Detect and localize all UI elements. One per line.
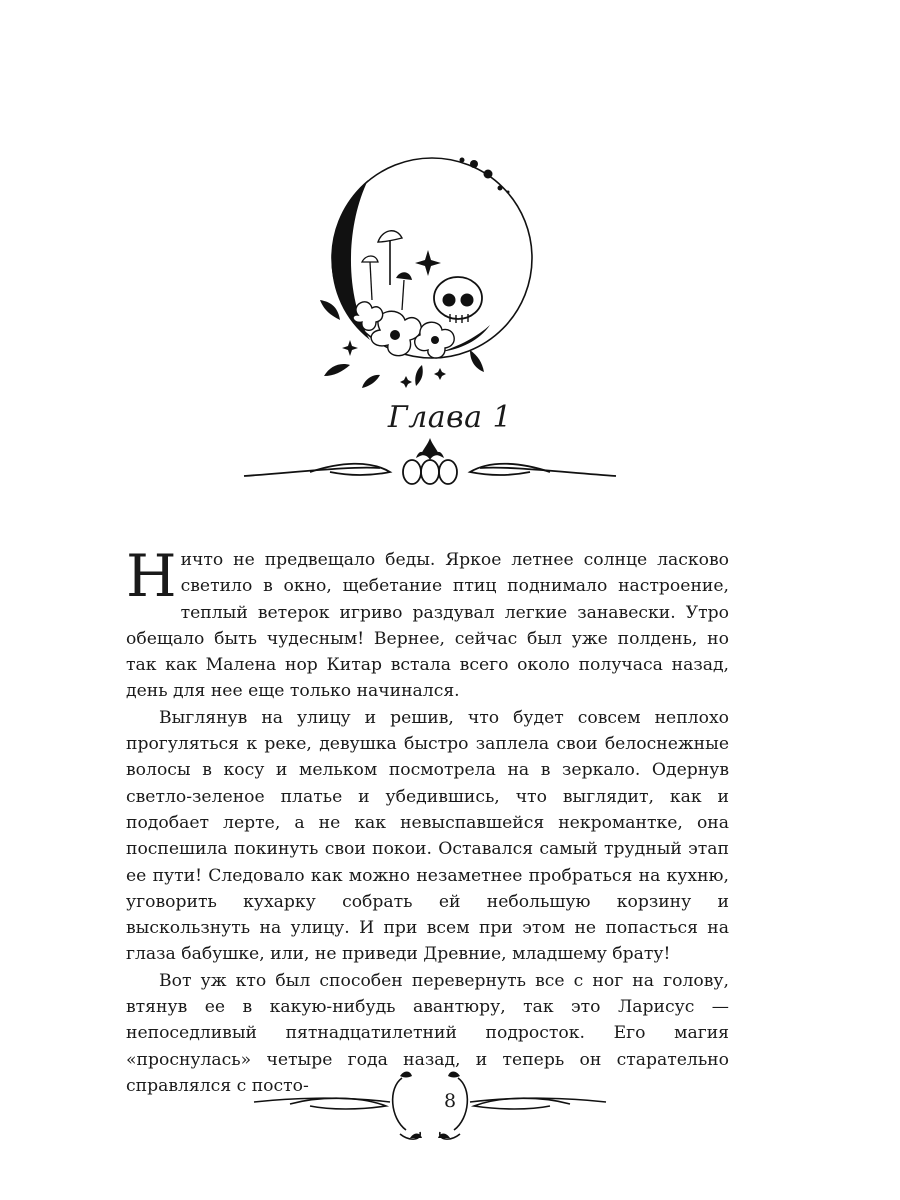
paragraph: Выглянув на улицу и решив, что будет совсем неплохо прогуляться к реке, девушка быстро заплела свои белоснежные волосы в косу и мельком посмотрела на в зеркало. Одернув светло-зеленое платье и убедившись, что выглядит, как и подобает лерте, а не как невыспавшейся некромантке, она поспешила покинуть свои покои. Оставался самый трудный этап ее пути! Следовало как можно незаметнее пробраться на кухню, уговорить кухарку собрать ей небольшую корзину и выскользнуть на улицу. И при всем при этом не попасться на глаза бабушке, или, не приведи Древние, младшему брату!	[126, 707, 729, 965]
chapter-title: Глава 1	[387, 400, 513, 435]
flourish-divider-icon	[240, 436, 620, 492]
drop-cap: Н	[126, 542, 177, 610]
chapter-body	[126, 542, 729, 1099]
crescent-moon-skull-flowers-icon	[310, 150, 540, 390]
paragraph: Вот уж кто был способен перевернуть все с ног на голову, втянув ее в какую-нибудь авантюру, так это Ларисус — непоседливый пятнадцатилетний подросток. Его магия «проснулась» четыре года назад, и теперь он старательно справлялся с посто-	[126, 970, 729, 1096]
paragraph: ичто не предвещало беды. Яркое летнее солнце ласково светило в окно, щебетание птиц поднимало настроение, теплый ветерок игриво раздувал легкие занавески. Утро обещало быть чудесным! Вернее, сейчас был уже полдень, но так как Малена нор Китар встала всего около получаса назад, день для нее еще только начинался.	[126, 550, 729, 702]
page-number: 8	[443, 1090, 457, 1112]
